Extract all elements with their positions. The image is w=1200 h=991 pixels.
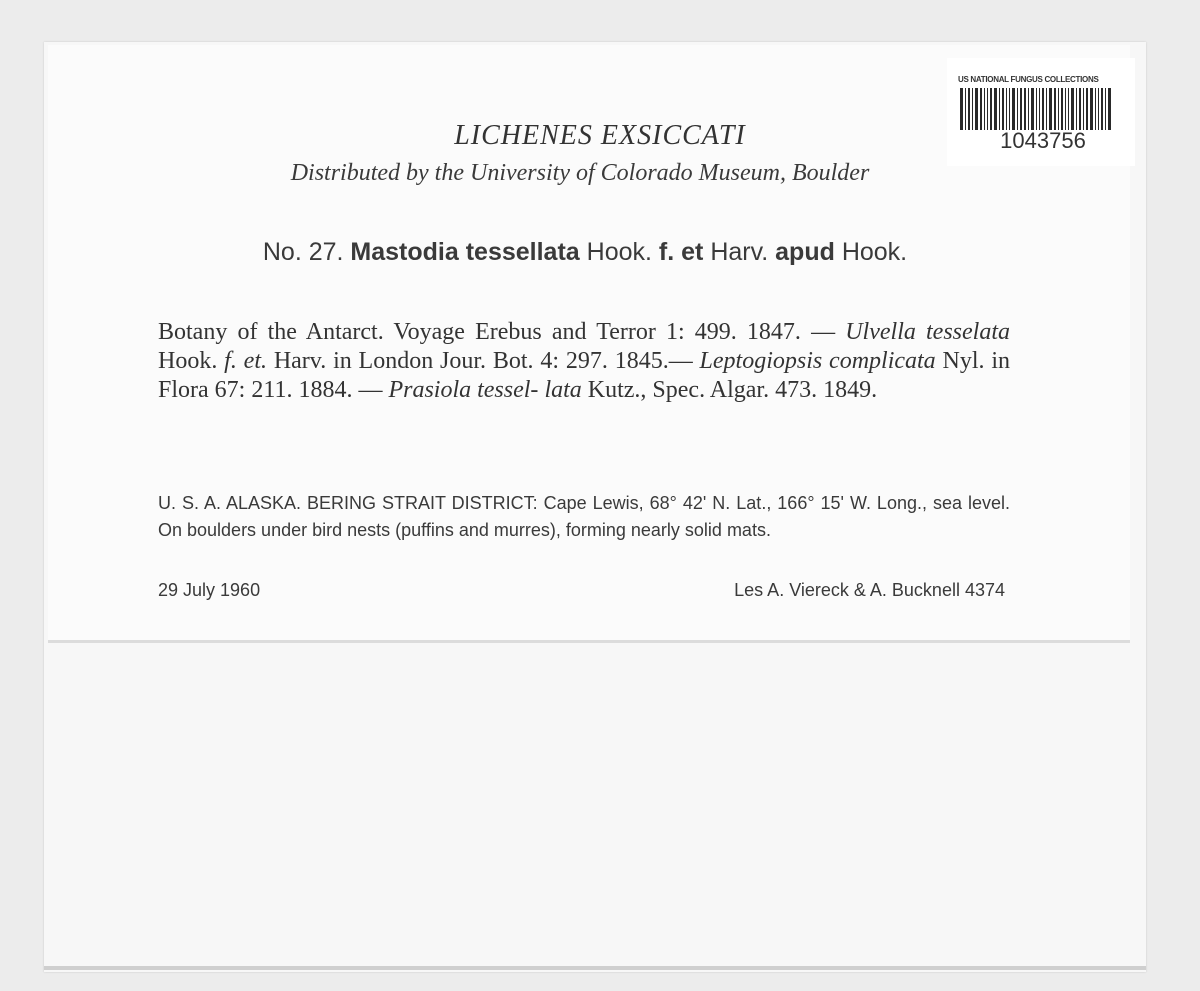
barcode-graphic [960,88,1124,130]
species-name: Mastodia tessellata [350,238,580,266]
barcode-bar [1083,88,1084,130]
citation-text: Nyl. in Flora 67: 211. 1884. — [158,348,1011,403]
barcode-bar [1061,88,1063,130]
synonym-name: Leptogiopsis complicata [699,348,936,374]
citation-text: Kutz., Spec. Algar. 473. 1849. [581,377,878,403]
barcode-bar [1054,88,1056,130]
label-title: LICHENES EXSICCATI [454,120,746,151]
barcode-bar [1006,88,1007,130]
barcode-bar [1017,88,1018,130]
barcode-bar [972,88,973,130]
barcode-bar [999,88,1000,130]
barcode-number: 1043756 [1000,128,1086,153]
synonym-name: lata [544,377,582,403]
barcode-bar [1002,88,1004,130]
barcode-bar [1065,88,1066,130]
barcode-bar [1042,88,1044,130]
collection-date: 29 July 1960 [158,580,261,600]
sheet-bottom-edge [44,966,1146,970]
synonym-name: Ulvella tesselata [845,319,1010,345]
barcode-bar [1046,88,1047,130]
citation-text: Botany of the Antarct. Voyage Erebus and Terror 1: 499. 1847. — [158,319,836,345]
barcode-bar [1039,88,1040,130]
locality-text: U. S. A. ALASKA. BERING STRAIT DISTRICT: Cape Lewis, 68° 42' N. Lat., 166° 15' W. Long., sea level. On boulders under bird nests (puffins and murres), forming nearly solid mats. [158,493,1010,540]
barcode-bar [980,88,982,130]
barcode-bar [1090,88,1093,130]
barcode-bar [1086,88,1088,130]
species-author: Hook. [841,238,908,266]
barcode-bar [968,88,970,130]
citation-text: Hook. [158,348,225,374]
label-subtitle: Distributed by the University of Colorado Museum, Boulder [290,160,870,186]
species-author: Harv. [710,238,769,266]
barcode-caption: US NATIONAL FUNGUS COLLECTIONS [958,75,1099,84]
barcode-bar [1095,88,1096,130]
barcode-bar [1071,88,1074,130]
synonym-name: Prasiola tessel- [388,377,539,403]
barcode-bar [1098,88,1099,130]
barcode-bar [960,88,963,130]
species-line [200,238,970,267]
citation-italic: f. et. [224,348,267,374]
barcode-bar [1105,88,1106,130]
citation-text: Harv. in London Jour. Bot. 4: 297. 1845.— [267,348,693,374]
barcode-bar [1079,88,1081,130]
label-bottom-edge [48,640,1130,643]
citation-block [158,318,1010,405]
species-apud: apud [775,238,835,266]
barcode-bar [1068,88,1069,130]
barcode-bar [1108,88,1111,130]
barcode-bar [984,88,985,130]
barcode-bar [994,88,997,130]
barcode-bar [1101,88,1103,130]
species-f-et: f. et [658,238,704,266]
collector-number: Les A. Viereck & A. Bucknell 4374 [734,580,1005,600]
barcode-bar [987,88,988,130]
barcode-bar [975,88,978,130]
barcode-bar [990,88,992,130]
barcode-bar [1058,88,1059,130]
exsiccata-number: No. 27. [262,238,344,266]
barcode-bar [1028,88,1029,130]
barcode-bar [1036,88,1037,130]
barcode-bar [1012,88,1015,130]
species-author: Hook. [586,238,652,266]
barcode-bar [1031,88,1034,130]
barcode-bar [1049,88,1052,130]
barcode-bar [1024,88,1026,130]
barcode-bar [1020,88,1022,130]
barcode-bar [1009,88,1010,130]
barcode-bar [1076,88,1077,130]
barcode-bar [965,88,966,130]
